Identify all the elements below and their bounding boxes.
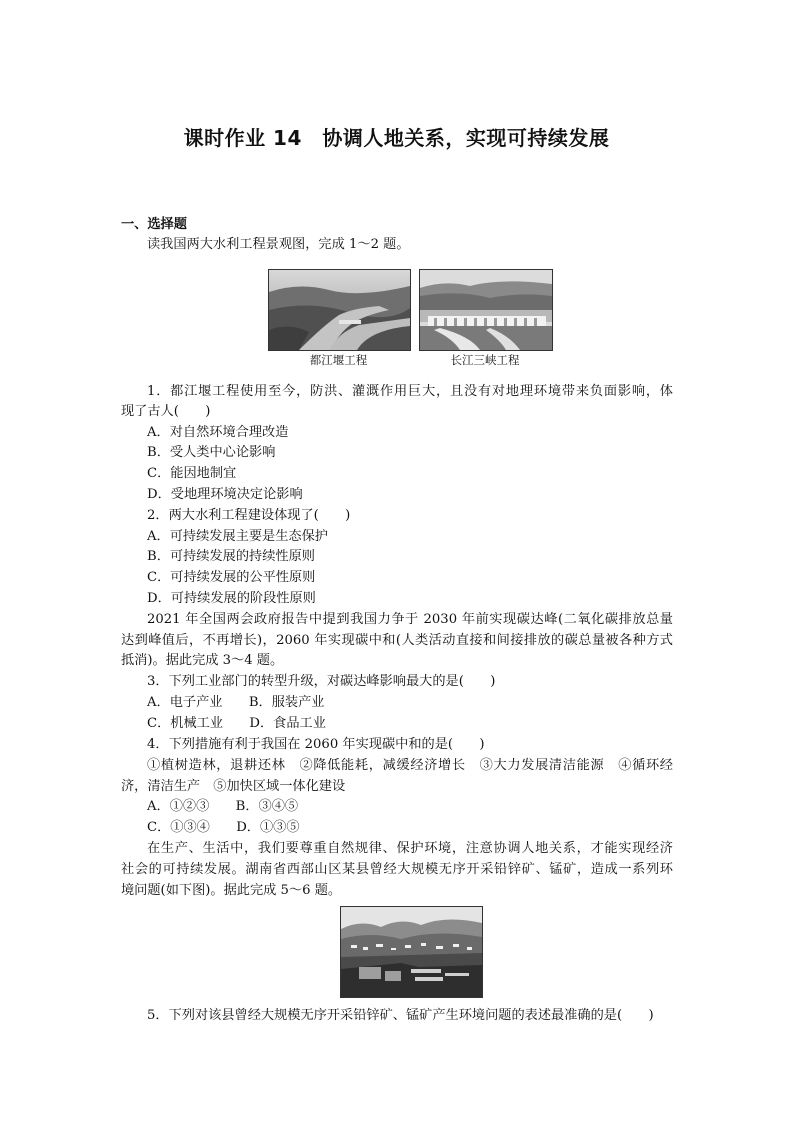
q4-items-line1: ①植树造林，退耕还林 ②降低能耗，减缓经济增长 ③大力发展清洁能源 ④循环经	[147, 758, 673, 773]
q4-items-line2: 济，清洁生产 ⑤加快区域一体化建设	[121, 779, 346, 794]
q2-option-b: B．可持续发展的持续性原则	[147, 549, 315, 564]
q1-option-b: B．受人类中心论影响	[147, 445, 276, 460]
q5-stem: 5．下列对该县曾经大规模无序开采铅锌矿、锰矿产生环境问题的表述最准确的是( )	[147, 1008, 654, 1023]
mining-area-photo	[340, 906, 483, 998]
q4-stem: 4．下列措施有利于我国在 2060 年实现碳中和的是( )	[147, 737, 485, 752]
intro-5-6-line2: 社会的可持续发展。湖南省西部山区某县曾经大规模无序开采铅锌矿、锰矿，造成一系列环	[121, 862, 673, 877]
q4-options-ab: A．①②③ B．③④⑤	[147, 799, 299, 814]
dujiangyan-photo	[268, 269, 411, 351]
q3-options-cd: C．机械工业 D．食品工业	[147, 716, 326, 731]
q1-stem-line1: 1．都江堰工程使用至今，防洪、灌溉作用巨大，且没有对地理环境带来负面影响，体	[147, 384, 673, 399]
q4-options-cd: C．①③④ D．①③⑤	[147, 820, 300, 835]
page-title: 课时作业 14 协调人地关系，实现可持续发展	[183, 126, 610, 150]
intro-3-4-line2: 达到峰值后，不再增长)，2060 年实现碳中和(人类活动直接和间接排放的碳总量被各种方式	[121, 633, 673, 648]
q2-option-d: D．可持续发展的阶段性原则	[147, 591, 316, 606]
q2-stem: 2．两大水利工程建设体现了( )	[147, 508, 351, 523]
intro-1-2: 读我国两大水利工程景观图，完成 1～2 题。	[147, 237, 410, 252]
q1-option-a: A．对自然环境合理改造	[147, 425, 289, 440]
intro-3-4-line3: 抵消)。据此完成 3～4 题。	[121, 653, 284, 668]
q1-option-c: C．能因地制宜	[147, 466, 237, 481]
caption-dujiangyan: 都江堰工程	[309, 353, 368, 367]
intro-5-6-line1: 在生产、生活中，我们要尊重自然规律、保护环境，注意协调人地关系，才能实现经济	[147, 841, 673, 856]
intro-3-4-line1: 2021 年全国两会政府报告中提到我国力争于 2030 年前实现碳达峰(二氧化碳排放总量	[147, 612, 673, 627]
q1-stem-line2: 现了古人( )	[121, 404, 211, 419]
q2-option-c: C．可持续发展的公平性原则	[147, 570, 316, 585]
intro-5-6-line3: 境问题(如下图)。据此完成 5～6 题。	[121, 883, 342, 898]
q1-option-d: D．受地理环境决定论影响	[147, 487, 303, 502]
three-gorges-photo	[419, 269, 553, 351]
section-heading: 一、选择题	[121, 217, 187, 232]
q3-options-ab: A．电子产业 B．服装产业	[147, 695, 325, 710]
caption-three-gorges: 长江三峡工程	[450, 353, 520, 367]
q2-option-a: A．可持续发展主要是生态保护	[147, 529, 328, 544]
q3-stem: 3．下列工业部门的转型升级，对碳达峰影响最大的是( )	[147, 674, 496, 689]
